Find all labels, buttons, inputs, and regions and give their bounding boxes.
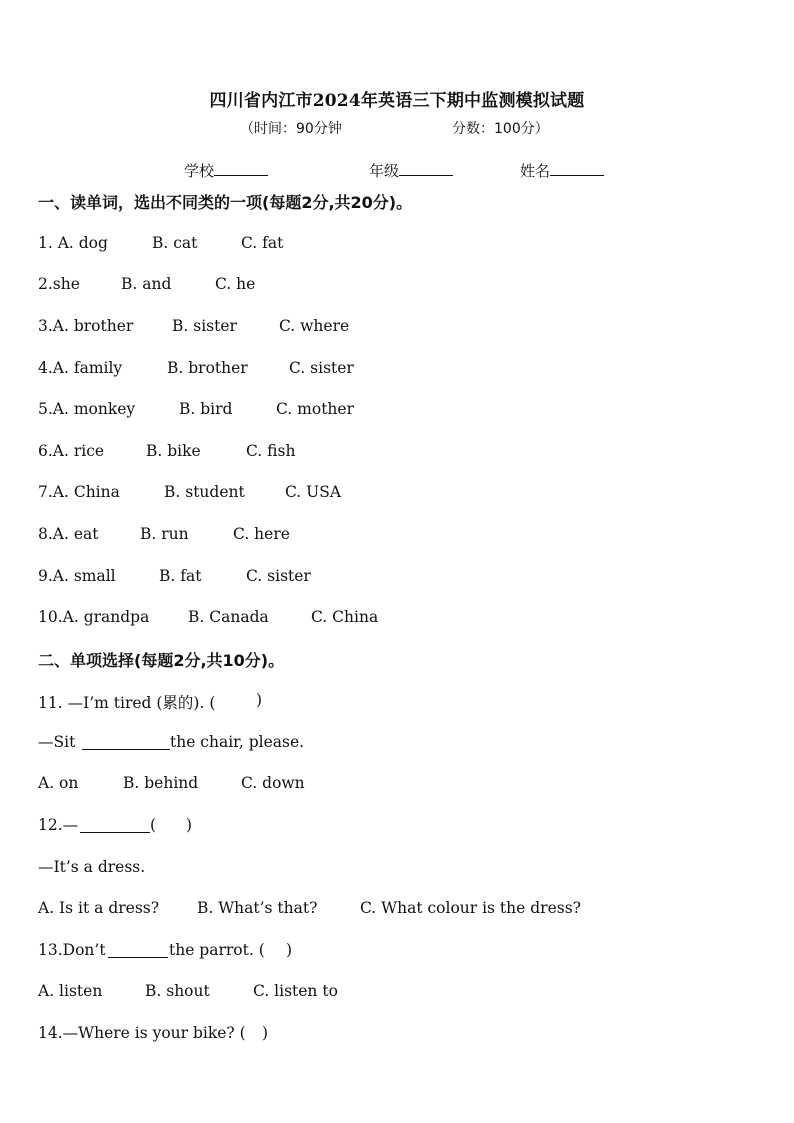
section2-heading: 二、单项选择(每题2分,共10分)。 [38,651,285,670]
q13-paren-close: ) [286,941,293,959]
q13-option-b: B. shout [145,982,210,1000]
q1-option-a: 1. A. dog [38,234,108,252]
q12-option-b: B. What’s that? [197,899,318,917]
q7-option-b: B. student [164,483,245,501]
q11-option-b: B. behind [123,774,199,792]
q12-paren-open: ( [150,816,157,834]
name-blank[interactable] [550,161,604,176]
q11-stem: 11. —I’m tired (累的). ( [38,694,216,712]
q8-option-b: B. run [140,525,189,543]
q3-option-c: C. where [279,317,350,335]
school-label: 学校 [184,162,215,180]
q9-option-b: B. fat [159,567,202,585]
q5-option-b: B. bird [179,400,233,418]
q12-answer-blank[interactable] [80,818,150,833]
q12-stem: 12.— [38,816,79,834]
q4-option-a: 4.A. family [38,359,123,377]
q10-option-c: C. China [311,608,379,626]
q5-option-a: 5.A. monkey [38,400,136,418]
section1-heading: 一、读单词，选出不同类的一项(每题2分,共20分)。 [38,193,413,212]
q14-paren-close: ) [262,1024,269,1042]
q1-option-b: B. cat [152,234,198,252]
q2-option-b: B. and [121,275,172,293]
q12-option-a: A. Is it a dress? [38,899,160,917]
q8-option-c: C. here [233,525,290,543]
q3-option-b: B. sister [172,317,237,335]
q1-option-c: C. fat [241,234,284,252]
q11-line2-pre: —Sit [38,733,76,751]
q4-option-b: B. brother [167,359,248,377]
q13-answer-blank[interactable] [108,943,168,958]
q13-option-c: C. listen to [253,982,338,1000]
q6-option-c: C. fish [246,442,296,460]
q13-stem: 13.Don’t [38,941,106,959]
grade-blank[interactable] [399,161,453,176]
q6-option-a: 6.A. rice [38,442,105,460]
q7-option-a: 7.A. China [38,483,120,501]
exam-score: 分数：100分） [452,121,549,137]
q10-option-b: B. Canada [188,608,269,626]
q14-stem: 14.—Where is your bike? ( [38,1024,246,1042]
name-field [520,160,604,181]
school-blank[interactable] [214,161,268,176]
q12-paren-close: ) [186,816,193,834]
q5-option-c: C. mother [276,400,354,418]
q11-option-c: C. down [241,774,305,792]
q8-option-a: 8.A. eat [38,525,99,543]
q11-line2-post: the chair, please. [170,733,305,751]
q11-answer-blank[interactable] [82,735,170,750]
q9-option-a: 9.A. small [38,567,116,585]
name-label: 姓名 [520,162,551,180]
page-title: 四川省内江市2024年英语三下期中监测模拟试题 [209,91,585,111]
q2-option-a: 2.she [38,275,80,293]
q13-option-a: A. listen [38,982,103,1000]
q6-option-b: B. bike [146,442,201,460]
grade-label: 年级 [369,162,400,180]
q10-option-a: 10.A. grandpa [38,608,150,626]
q9-option-c: C. sister [246,567,311,585]
q2-option-c: C. he [215,275,256,293]
q12-line2: —It’s a dress. [38,858,146,876]
q7-option-c: C. USA [285,483,342,501]
q11-option-a: A. on [38,774,79,792]
q11-paren-close: ) [256,691,263,709]
q4-option-c: C. sister [289,359,354,377]
q3-option-a: 3.A. brother [38,317,134,335]
school-field [184,160,268,181]
q13-post: the parrot. ( [169,941,265,959]
grade-field [369,160,453,181]
exam-time: （时间：90分钟 [240,121,342,137]
q12-option-c: C. What colour is the dress? [360,899,581,917]
